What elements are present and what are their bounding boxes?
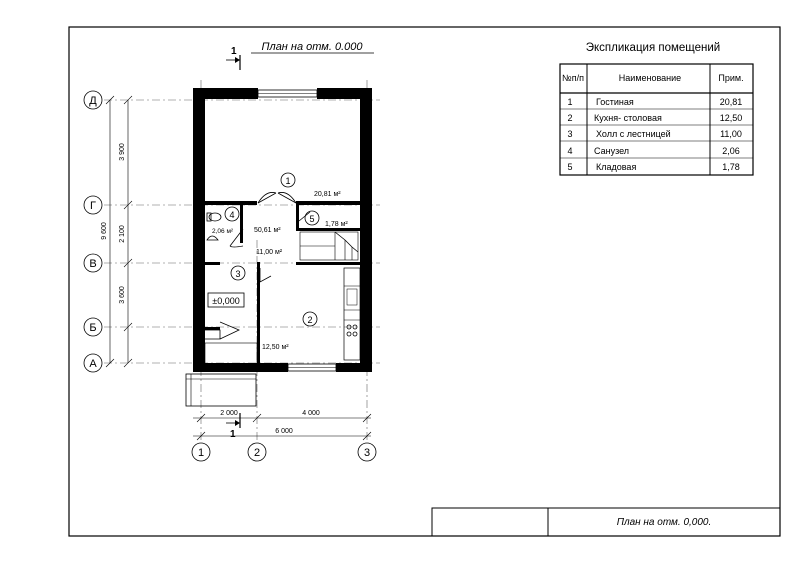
section-mark-top: 1 (231, 46, 237, 57)
dim-3900: 3 900 (119, 143, 126, 161)
explication-row-num: 1 (567, 97, 573, 107)
title-block (432, 508, 780, 536)
axis-label-a: А (89, 358, 97, 370)
dim-2100: 2 100 (119, 225, 126, 243)
dim-6000: 6 000 (275, 428, 293, 435)
axis-label-1: 1 (197, 447, 205, 459)
explication-row-num: 2 (567, 113, 573, 123)
axis-bubbles-letters (84, 91, 102, 372)
dim-3600: 3 600 (119, 286, 126, 304)
plan-title: План на отм. 0.000 (261, 41, 363, 53)
grid-axes (104, 80, 380, 442)
room-area-2: 12,50 м² (262, 344, 289, 351)
axis-label-2: 2 (253, 447, 261, 459)
room-number-2: 2 (307, 315, 313, 325)
axis-label-3: 3 (363, 447, 371, 459)
explication-title: Экспликация помещений (585, 42, 721, 54)
explication-row-area: 12,50 (719, 113, 743, 123)
axis-bubbles-numbers (192, 443, 376, 461)
total-area: 50,61 м² (254, 227, 281, 234)
explication-row-area: 1,78 (722, 162, 740, 172)
explication-row-name: Кухня- столовая (594, 113, 662, 123)
explication-row-num: 4 (567, 146, 573, 156)
room-number-3: 3 (235, 269, 241, 279)
room-area-4: 2,06 м² (212, 228, 234, 235)
explication-row-area: 20,81 (719, 97, 743, 107)
explication-row-name: Холл с лестницей (596, 129, 671, 139)
explication-row-area: 2,06 (722, 146, 740, 156)
explication-row-name: Кладовая (596, 162, 637, 172)
room-number-5: 5 (309, 214, 315, 224)
dim-9600: 9 600 (101, 222, 108, 240)
section-mark-bottom: 1 (230, 429, 236, 440)
explication-table (560, 42, 753, 175)
explication-row-num: 3 (567, 129, 573, 139)
explication-header-name: Наименование (618, 73, 682, 83)
explication-header-note: Прим. (718, 73, 744, 83)
room-area-3: 11,00 м² (256, 249, 283, 256)
room-number-4: 4 (229, 210, 235, 220)
axis-label-g: Г (90, 200, 96, 212)
explication-row-name: Санузел (594, 146, 630, 156)
axis-label-v: В (89, 258, 97, 270)
explication-row-name: Гостиная (596, 97, 634, 107)
explication-row-area: 11,00 (720, 129, 742, 139)
dim-2000: 2 000 (220, 410, 238, 417)
level-mark-text: ±0,000 (212, 296, 240, 306)
stamp-title: План на отм. 0,000. (616, 517, 712, 528)
dim-4000: 4 000 (302, 410, 320, 417)
bathroom-fixtures (207, 213, 221, 240)
horizontal-dimensions (193, 410, 371, 440)
kitchen-counter (344, 268, 360, 360)
vertical-dimensions (101, 96, 132, 367)
sheet-frame (69, 27, 780, 536)
explication-header-num: №п/п (562, 73, 584, 83)
level-mark (208, 293, 244, 307)
axis-label-b: Б (89, 322, 97, 334)
room-area-1: 20,81 м² (314, 191, 341, 198)
room-area-5: 1,78 м² (325, 221, 348, 228)
explication-row-num: 5 (567, 162, 573, 172)
staircase (300, 232, 358, 260)
plan-heading (226, 41, 374, 70)
axis-label-d: Д (89, 95, 97, 107)
room-number-1: 1 (285, 176, 291, 186)
